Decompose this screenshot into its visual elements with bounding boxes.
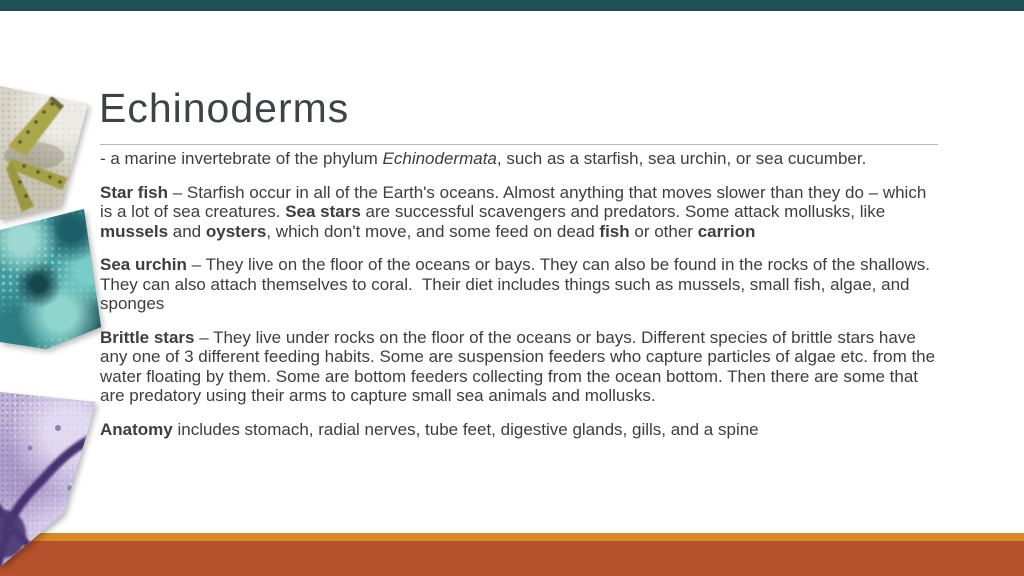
bottom-accent-bar — [0, 541, 1024, 576]
purple-brittle-star-photo — [0, 388, 97, 570]
paragraph: Brittle stars – They live under rocks on the floor of the oceans or bays. Different species of brittle stars have any one of 3 different feeding habits. Some are suspension feeders who capture particles of algae etc. from the water floating by them. Some are bottom feeders collecting from the ocean bottom. Then there are some that are predatory using their arms to capture small sea animals and mollusks. — [100, 327, 940, 405]
slide-title: Echinoderms — [99, 85, 350, 131]
top-accent-bar — [0, 0, 1024, 11]
teal-sea-urchins-photo — [0, 203, 110, 351]
paragraph: - a marine invertebrate of the phylum Echinodermata, such as a starfish, sea urchin, or sea cucumber. — [100, 149, 867, 168]
urchins-photo-frame — [0, 203, 110, 351]
slide-body — [100, 149, 940, 453]
paragraph: Sea urchin – They live on the floor of the oceans or bays. They can also be found in the rocks of the shallows. They can also attach themselves to coral. Their diet includes things such as mussels, small fish, algae, and sponges — [100, 255, 935, 313]
paragraph: Star fish – Starfish occur in all of the Earth's oceans. Almost anything that moves slower than they do – which is a lot of sea creatures. Sea stars are successful scavengers and predators. Some attack mollusks, like mussels and oysters, which don't move, and some feed on dead fish or other carrion — [100, 182, 932, 241]
starfish-photo-frame — [0, 84, 90, 222]
starfish-illustration — [0, 84, 90, 222]
brittle-star-photo-frame — [0, 388, 97, 570]
paragraph: Anatomy includes stomach, radial nerves, tube feet, digestive glands, gills, and a spine — [100, 419, 759, 439]
title-underline-rule — [100, 144, 938, 145]
brittle-star-illustration — [0, 388, 97, 570]
bottom-accent-strip — [0, 533, 1024, 541]
starfish-on-sand-photo — [0, 84, 90, 222]
